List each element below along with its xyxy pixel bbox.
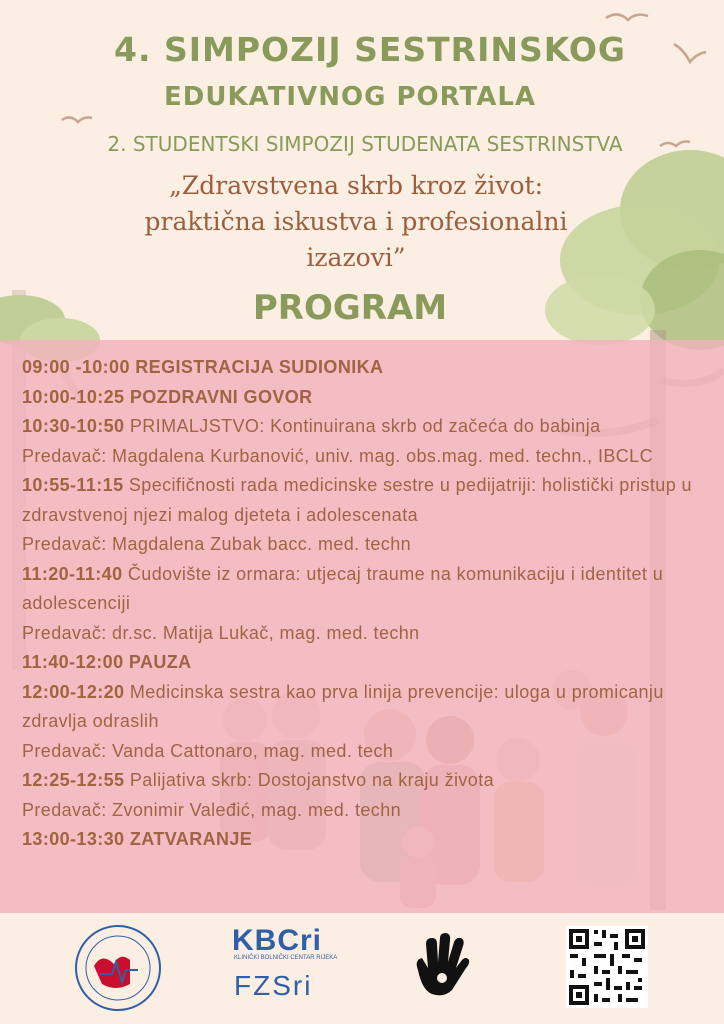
program-heading: PROGRAM (252, 288, 448, 328)
fzsri-logo: FZSri (234, 970, 313, 1001)
schedule-item (22, 471, 712, 560)
hand-logo-icon (408, 932, 470, 998)
schedule-item (22, 825, 712, 855)
theme-line-3: izazovi” (306, 243, 406, 272)
schedule-title: Palijativa skrb: Dostojanstvo na kraju života (129, 770, 495, 790)
schedule-item (22, 678, 712, 767)
title-line-1: 4. SIMPOZIJ SESTRINSKOG (114, 30, 626, 69)
schedule-title: Medicinska sestra kao prva linija prevencije: uloga u promicanju zdravlja odraslih (22, 681, 664, 731)
society-logo-icon (72, 922, 164, 1014)
schedule-item (22, 648, 712, 678)
schedule-time: 13:00-13:30 (22, 829, 125, 849)
schedule-title: Specifičnosti rada medicinske sestre u pedijatriji: holistički pristup u zdravstvenoj njezi malog djeteta i adolescenata (22, 475, 692, 525)
qr-code-icon (566, 926, 648, 1008)
schedule-lecturer: Predavač: Magdalena Kurbanović, univ. mag. obs.mag. med. techn., IBCLC (22, 445, 653, 466)
schedule-title: PAUZA (128, 652, 192, 672)
subtitle: 2. STUDENTSKI SIMPOZIJ STUDENATA SESTRINSTVA (107, 132, 623, 156)
kbc-logo-subtitle: KLINIČKI BOLNIČKI CENTAR RIJEKA (234, 955, 338, 961)
schedule-title: ZATVARANJE (129, 829, 253, 849)
theme-line-2: praktična iskustva i profesionalni (144, 207, 568, 236)
schedule-item (22, 766, 712, 825)
schedule-lecturer: Predavač: Magdalena Zubak bacc. med. techn (22, 534, 412, 554)
schedule-time: 12:00-12:20 (22, 681, 125, 702)
title-line-2: EDUKATIVNOG PORTALA (163, 82, 537, 112)
schedule-item (22, 383, 712, 413)
schedule-time: 10:30-10:50 (22, 416, 125, 436)
schedule-time: 11:20-11:40 (22, 563, 123, 584)
schedule-lecturer: Predavač: dr.sc. Matija Lukač, mag. med. techn (22, 622, 420, 643)
schedule-lecturer: Predavač: Zvonimir Valeđić, mag. med. techn (22, 799, 402, 820)
schedule-time: 09:00 -10:00 (22, 357, 130, 377)
schedule-title: Čudovište iz ormara: utjecaj traume na komunikaciju i identitet u adolescenciji (22, 563, 664, 613)
schedule-title: PRIMALJSTVO: Kontinuirana skrb od začeća do babinja (129, 416, 601, 436)
schedule-lecturer: Predavač: Vanda Cattonaro, mag. med. tech (22, 740, 394, 761)
schedule-item (22, 560, 712, 649)
theme-line-1: „Zdravstvena skrb kroz život: (168, 171, 543, 200)
schedule-item (22, 353, 712, 383)
schedule-item (22, 412, 712, 471)
schedule-title: REGISTRACIJA SUDIONIKA (135, 357, 384, 377)
schedule-time: 12:25-12:55 (22, 770, 125, 790)
schedule-time: 10:55-11:15 (22, 475, 124, 495)
schedule-time: 10:00-10:25 (22, 386, 125, 407)
kbc-logo: KBCri (232, 924, 323, 957)
theme-quote (96, 168, 616, 276)
schedule-time: 11:40-12:00 (22, 652, 124, 672)
schedule-list (22, 353, 712, 855)
schedule-title: POZDRAVNI GOVOR (129, 386, 313, 407)
